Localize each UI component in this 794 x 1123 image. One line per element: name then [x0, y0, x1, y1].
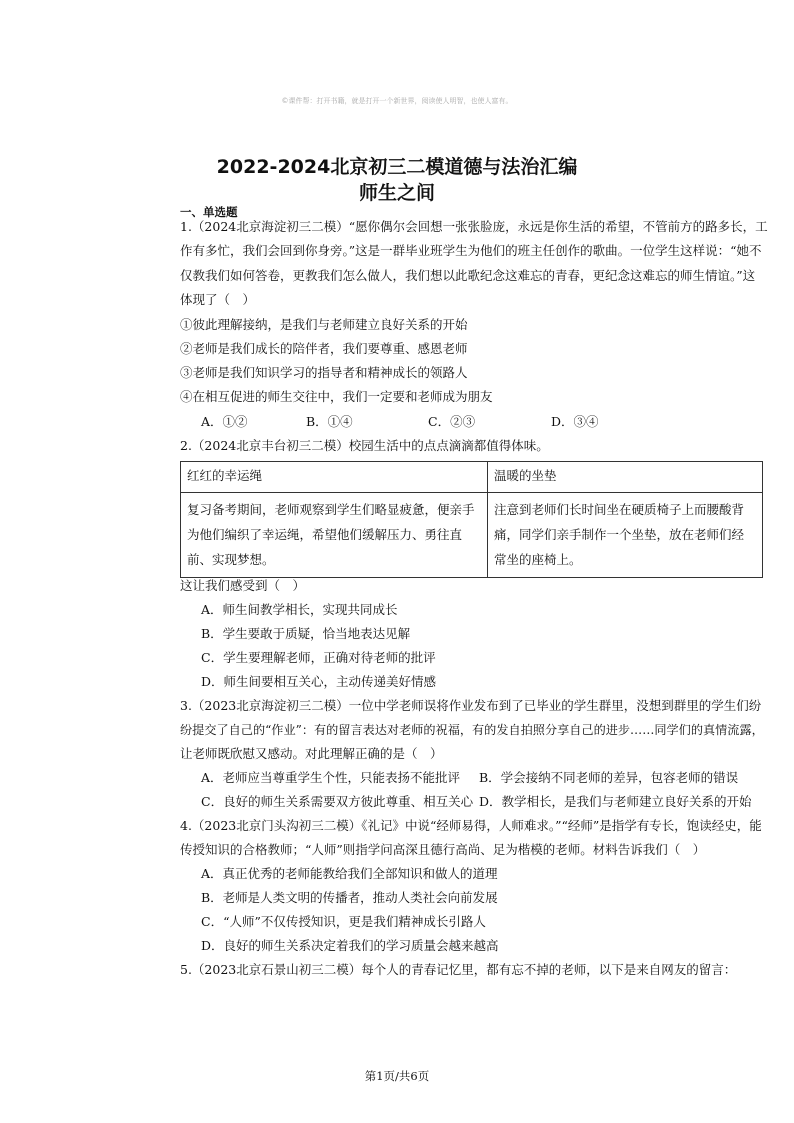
q4-option-b: B．老师是人类文明的传播者，推动人类社会向前发展	[201, 890, 498, 905]
q2-material-table	[180, 461, 763, 578]
table-cell: 复习备考期间，老师观察到学生们略显疲惫，便亲手为他们编织了幸运绳，希望他们缓解压力、勇往直前、实现梦想。	[181, 493, 488, 578]
q3-option-c: C．良好的师生关系需要双方彼此尊重、相互关心	[201, 794, 474, 809]
q4-option-a: A．真正优秀的老师能教给我们全部知识和做人的道理	[201, 866, 498, 881]
q2-stem: 这让我们感受到（ ）	[180, 578, 306, 593]
q3-option-a: A．老师应当尊重学生个性，只能表扬不能批评	[201, 770, 461, 785]
table-header-cell: 温暖的坐垫	[488, 462, 763, 493]
q3-option-d: D．教学相长，是我们与老师建立良好关系的开始	[479, 794, 752, 809]
document-subtitle: 师生之间	[358, 182, 435, 204]
q3-option-b: B．学会接纳不同老师的差异，包容老师的错误	[479, 770, 739, 785]
q2-option-d: D．师生间要相互关心，主动传递美好情感	[201, 674, 437, 689]
q2-option-b: B．学生要敢于质疑，恰当地表达见解	[201, 626, 411, 641]
q1-statement: ②老师是我们成长的陪伴者，我们要尊重、感恩老师	[180, 341, 468, 356]
q3-stem-line: 纷提交了自己的“作业”：有的留言表达对老师的祝福，有的发自拍照分享自己的进步……同学们的真情流露，	[180, 723, 764, 737]
document-title: 2022-2024北京初三二模道德与法治汇编	[216, 156, 578, 178]
table-row	[181, 462, 763, 493]
header-watermark-note: ©课件帮：打开书籍，就是打开一个新世界，阅读使人明智，也使人富有。	[281, 97, 513, 105]
page-number: 第1页/共6页	[364, 1069, 430, 1083]
q1-stem-line: 1.（2024北京海淀初三二模）“愿你偶尔会回想一张张脸庞，永远是你生活的希望，不管前方的路多长，工	[180, 219, 768, 234]
q1-option-d: D．③④	[551, 414, 599, 429]
q1-statement: ①彼此理解接纳，是我们与老师建立良好关系的开始	[180, 317, 468, 332]
q2-stem-line: 2.（2024北京丰台初三二模）校园生活中的点点滴滴都值得体味。	[180, 438, 549, 453]
q4-stem-line: 传授知识的合格教师；“人师”则指学问高深且德行高尚、足为楷模的老师。材料告诉我们（ ）	[180, 842, 706, 857]
q2-option-a: A．师生间教学相长，实现共同成长	[201, 602, 398, 617]
q1-option-c: C．②③	[428, 414, 476, 429]
table-row	[181, 493, 763, 578]
q3-stem-line: 3.（2023北京海淀初三二模）一位中学老师误将作业发布到了已毕业的学生群里，没想到群里的学生们纷	[180, 698, 762, 713]
q1-option-a: A．①②	[201, 414, 248, 429]
q4-option-c: C．“人师”不仅传授知识，更是我们精神成长引路人	[201, 914, 486, 929]
q3-stem-line: 让老师既欣慰又感动。对此理解正确的是（ ）	[180, 746, 443, 761]
q1-stem-line: 作有多忙，我们会回到你身旁。”这是一群毕业班学生为他们的班主任创作的歌曲。一位学生这样说：“她不	[180, 243, 762, 258]
q4-option-d: D．良好的师生关系决定着我们的学习质量会越来越高	[201, 938, 499, 953]
q1-stem-line: 体现了（ ）	[180, 292, 256, 307]
section-heading: 一、单选题	[180, 205, 238, 219]
q1-statement: ④在相互促进的师生交往中，我们一定要和老师成为朋友	[180, 389, 493, 404]
table-cell: 注意到老师们长时间坐在硬质椅子上而腰酸背痛，同学们亲手制作一个坐垫，放在老师们经常坐的座椅上。	[488, 493, 763, 578]
q5-stem-line: 5.（2023北京石景山初三二模）每个人的青春记忆里，都有忘不掉的老师，以下是来自网友的留言：	[180, 962, 737, 977]
q4-stem-line: 4.（2023北京门头沟初三二模）《礼记》中说“经师易得，人师难求。”“经师”是指学有专长，饱读经史，能	[180, 818, 762, 833]
q1-statement: ③老师是我们知识学习的指导者和精神成长的领路人	[180, 365, 468, 380]
q1-option-b: B．①④	[306, 414, 353, 429]
q1-stem-line: 仅教我们如何答卷，更教我们怎么做人，我们想以此歌纪念这难忘的青春，更纪念这难忘的师生情谊。”这	[180, 268, 756, 283]
table-header-cell: 红红的幸运绳	[181, 462, 488, 493]
q2-option-c: C．学生要理解老师，正确对待老师的批评	[201, 650, 436, 665]
